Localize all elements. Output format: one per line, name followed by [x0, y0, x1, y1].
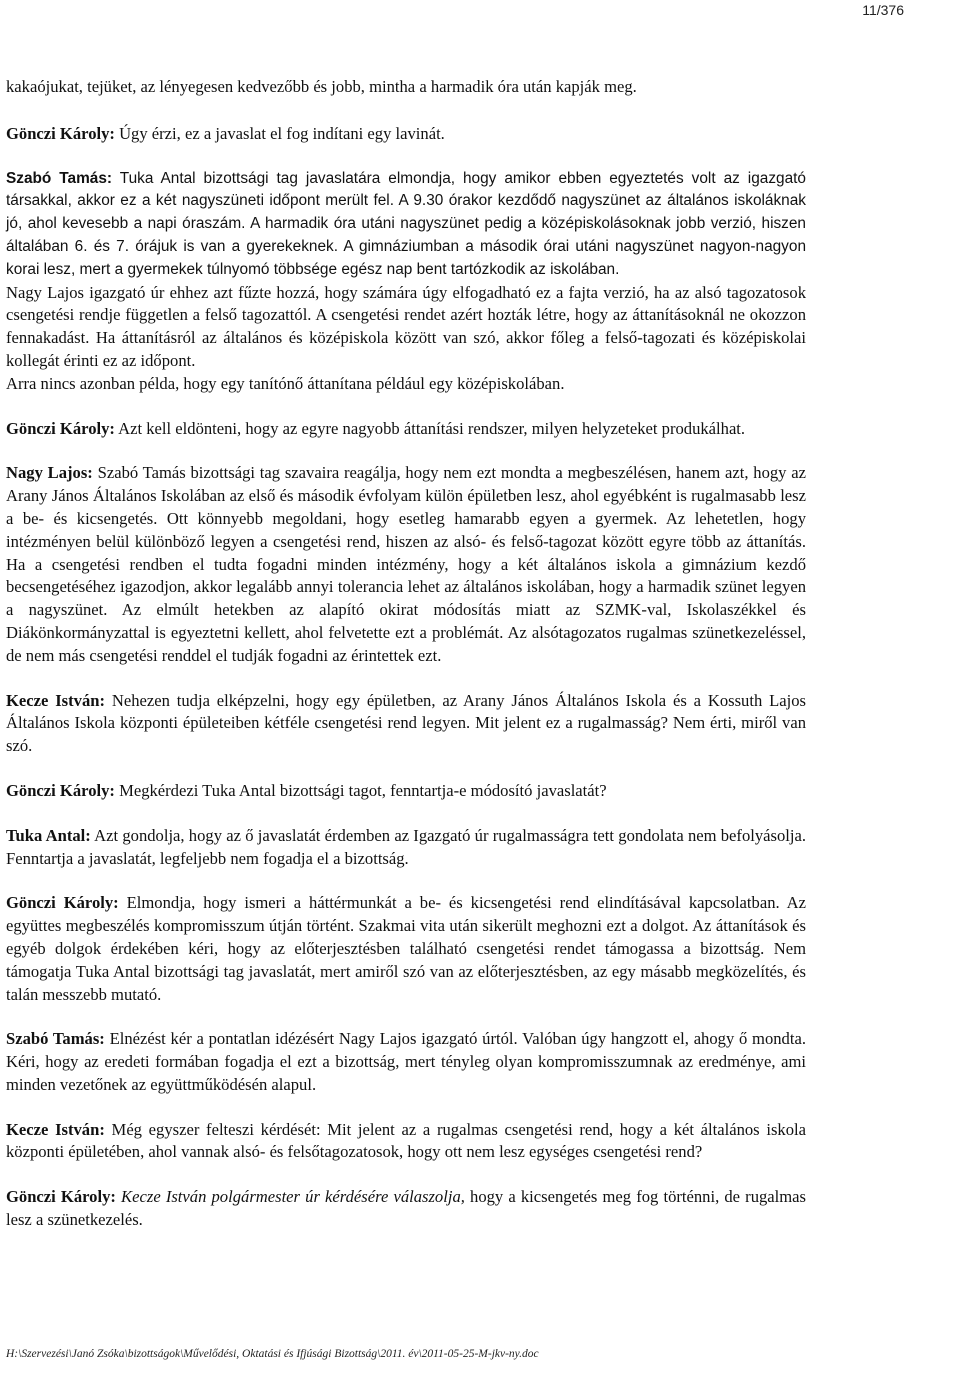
paragraph: kakaójukat, tejüket, az lényegesen kedvezőbb és jobb, mintha a harmadik óra után kapják meg.: [6, 77, 637, 96]
paragraph: Szabó Tamás: Tuka Antal bizottsági tag javaslatára elmondja, hogy amikor ebben egyeztetés volt az igazgató társakkal, akkor ez a két nagyszüneti időpont merült fel. A 9.30 órakor kezdődő nagyszünet az általános iskoláknak jó, ahol kevesebb a napi óraszám. A harmadik óra utáni nagyszünet pedig a középiskolásoknak jobb verzió, hiszen általában 6. és 7. órájuk is van a gyerekeknek. A gimnáziumban a második órai utáni nagyszünet nagyon-nagyon korai lesz, mert a gyermekek túlnyomó többsége egész nap bent tartózkodik az iskolában.: [6, 169, 806, 278]
minutes-body: [6, 76, 806, 1232]
paragraph: Gönczi Károly: Megkérdezi Tuka Antal bizottsági tagot, fenntartja-e módosító javaslatát?: [6, 780, 607, 800]
speaker-name: Tuka Antal:: [6, 825, 91, 845]
speaker-name: Szabó Tamás:: [6, 1029, 105, 1049]
file-path-footer: H:\Szervezési\Janó Zsóka\bizottságok\Művelődési, Oktatási és Ifjúsági Bizottság\2011. év\2011-05-25-M-jkv-ny.doc: [6, 1348, 539, 1360]
paragraph: Tuka Antal: Azt gondolja, hogy az ő javaslatát érdemben az Igazgató úr rugalmasságra tett gondolata nem befolyásolja. Fenntartja a javaslatát, legfeljebb nem fogadja el a bizottság.: [6, 825, 807, 868]
paragraph: Gönczi Károly: Elmondja, hogy ismeri a háttérmunkát a be- és kicsengetési rend elindításával kapcsolatban. Az együttes megbeszélés kompromisszum útján történt. Szakmai vita után sikerült meghozni ezt a dolgot. Az áttanítások és egyéb dolgok érdekében kéri, hogy az előterjesztésben található csengetési rendet támogassa a bizottság. Nem támogatja Tuka Antal bizottsági tag javaslatát, mert amiről szó van az előterjesztésben, az egy másabb megközelítés, és talán messzebb mutató.: [6, 893, 806, 1004]
paragraph: Kecze István: Nehezen tudja elképzelni, hogy egy épületben, az Arany János Általános Iskola és a Kossuth Lajos Általános Iskola központi épületeiben kétféle csengetési rend legyen. Mit jelent ez a rugalmasság? Nem érti, miről van szó.: [6, 690, 806, 756]
speaker-name: Szabó Tamás:: [6, 169, 113, 187]
speaker-name: Gönczi Károly:: [6, 1187, 116, 1207]
paragraph: Kecze István: Még egyszer felteszi kérdését: Mit jelent az a rugalmas csengetési rend, hogy a két általános iskola központi épületében, ahol vannak alsó- és felsőtagozatosok, hogy ott nem lesz egységes csengetési rend?: [6, 1119, 806, 1162]
speaker-name: Gönczi Károly:: [6, 123, 115, 143]
page-number: 11/376: [862, 2, 904, 18]
speaker-name: Kecze István:: [6, 1119, 105, 1139]
paragraph: Gönczi Károly: Kecze István polgármester úr kérdésére válaszolja, hogy a kicsengetés meg fog történni, de rugalmas lesz a szünetkezelés.: [6, 1187, 807, 1230]
paragraph: Gönczi Károly: Úgy érzi, ez a javaslat el fog indítani egy lavinát.: [6, 123, 445, 143]
speaker-name: Nagy Lajos:: [6, 463, 93, 483]
paragraph: Nagy Lajos: Szabó Tamás bizottsági tag szavaira reagálja, hogy nem ezt mondta a megbeszélésen, hanem azt, hogy az Arany János Általános Iskolában az első és második évfolyam külön épületben lesz, ahol egyébként is rugalmasabb lesz a be- és kicsengetés. Ott könnyebb megoldani, hogy esetleg hamarabb egyen a gyermek. Az lehetetlen, hogy intézményen belül különböző legyen a csengetési rend, hiszen az alsó- és felső-tagozat között egyre több az áttanítás. Ha a csengetési rendben el tudta fogadni minden intézmény, hogy a két általános iskola a gimnázium kezdő becsengetéséhez igazodjon, akkor legalább annyi tolerancia lehet az általános iskolában, hogy a harmadik szünet legyen a nagyszünet. Az elmúlt hetekben az alapító okirat módosítás miatt az SZMK-val, Iskolaszékkel és Diákönkormányzattal is egyeztetni kellett, ahol felvetette ezt a problémát. Az alsótagozatos rugalmas szünetkezeléssel, de nem más csengetési renddel el tudják fogadni az érintettek ezt.: [6, 463, 806, 665]
paragraph: Gönczi Károly: Azt kell eldönteni, hogy az egyre nagyobb áttanítási rendszer, milyen helyzeteket produkálhat.: [6, 418, 746, 438]
speaker-name: Gönczi Károly:: [6, 893, 119, 913]
paragraph: Arra nincs azonban példa, hogy egy tanítónő áttanítana például egy középiskolában.: [6, 373, 565, 393]
paragraph: Nagy Lajos igazgató úr ehhez azt fűzte hozzá, hogy számára úgy elfogadható ez a fajta verzió, ha az alsó tagozatosok csengetési rendje független a felső tagozattól. A csengetési rendet azért hozták létre, hogy az áttanításoknál ne okozzon fennakadást. Ha áttanításról az általános és középiskola között van szó, akkor főleg a felső-tagozati és középiskolai kollegát érinti ez az időpont.: [6, 282, 806, 370]
italic-phrase: Kecze István polgármester úr kérdésére válaszolja,: [115, 1187, 465, 1207]
speaker-name: Gönczi Károly:: [6, 780, 115, 800]
speaker-name: Gönczi Károly:: [6, 418, 115, 438]
speaker-name: Kecze István:: [6, 690, 106, 710]
paragraph: Szabó Tamás: Elnézést kér a pontatlan idézésért Nagy Lajos igazgató úrtól. Valóban úgy hangzott el, ahogy ő mondta. Kéri, hogy az eredeti formában fogadja el ezt a bizottság, mert tényleg olyan kompromisszumnak az eredménye, ami minden vezetőnek az együttműködésén alapul.: [6, 1029, 806, 1094]
